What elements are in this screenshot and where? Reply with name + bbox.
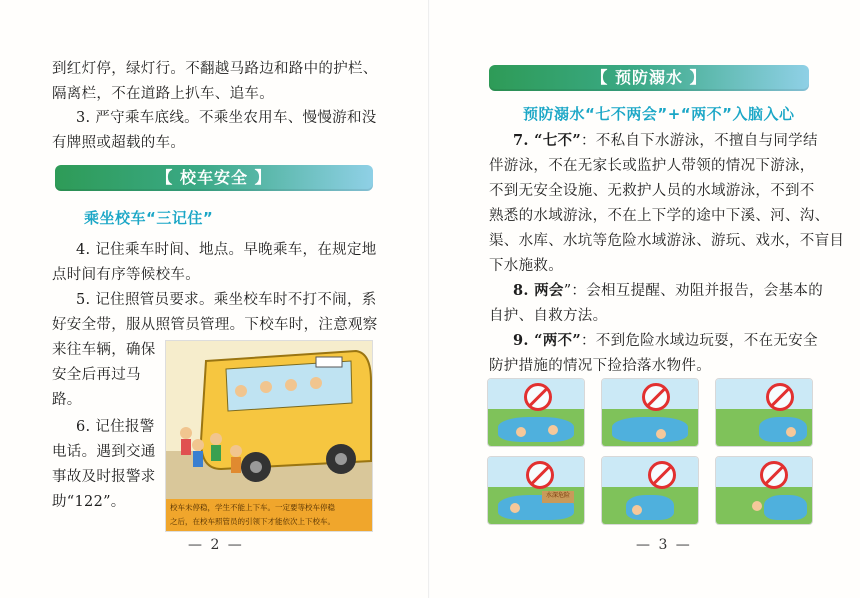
tile-no-retrieving-objects bbox=[715, 456, 813, 525]
tile-no-blind-rescue bbox=[487, 456, 585, 525]
child-icon bbox=[510, 503, 520, 513]
school-bus-icon bbox=[166, 341, 373, 501]
text-line: 防护措施的情况下捡拾落水物件。 bbox=[489, 358, 711, 374]
subhead-school-bus: 乘坐校车“三记住” bbox=[84, 209, 214, 227]
text-line: ”：会相互提醒、劝阻并报告，会基本的 bbox=[563, 283, 823, 299]
paragraph-rule-3 bbox=[52, 106, 377, 156]
text-line: 隔离栏，不在道路上扒车、追车。 bbox=[52, 86, 274, 102]
text-line: 自护、自救方法。 bbox=[489, 308, 608, 324]
prohibition-icon bbox=[760, 461, 788, 489]
prohibition-icon bbox=[526, 461, 554, 489]
prohibition-icon bbox=[642, 383, 670, 411]
child-icon bbox=[786, 427, 796, 437]
school-bus-illustration bbox=[165, 340, 373, 532]
text-line: 6. 记住报警 bbox=[76, 419, 155, 435]
text-line: 安全后再过马 bbox=[52, 367, 141, 383]
paragraph-rule-6 bbox=[52, 415, 156, 515]
text-line: 5. 记住照管员要求。乘坐校车时不打不闹，系 bbox=[76, 292, 377, 308]
text-line: 不到无安全设施、无救护人员的水域游泳，不到不 bbox=[489, 183, 815, 199]
text-line: 好安全带，服从照管员管理。下校车时，注意观察 bbox=[52, 317, 378, 333]
rule-7-label: 7. “七不” bbox=[513, 132, 581, 149]
text-line: 助“122”。 bbox=[52, 494, 126, 510]
text-line: 到红灯停，绿灯行。不翻越马路边和路中的护栏、 bbox=[52, 61, 378, 77]
text-line: 有牌照或超载的车。 bbox=[52, 135, 186, 151]
paragraph-rule-9 bbox=[489, 328, 818, 379]
text-line: 电话。遇到交通 bbox=[52, 444, 156, 460]
text-line: ：不到危险水域边玩耍，不在无安全 bbox=[580, 333, 818, 349]
prohibition-icon bbox=[648, 461, 676, 489]
text-line: 来往车辆，确保 bbox=[52, 342, 156, 358]
prohibition-icon bbox=[524, 383, 552, 411]
child-icon bbox=[752, 501, 762, 511]
text-line: 伴游泳，不在无家长或监护人带领的情况下游泳， bbox=[489, 158, 815, 174]
child-icon bbox=[516, 427, 526, 437]
text-line: 路。 bbox=[52, 392, 82, 408]
illustration-caption bbox=[166, 499, 372, 531]
rule-8-label: 8. 两会 bbox=[513, 282, 564, 299]
paragraph-traffic-rules bbox=[52, 57, 378, 107]
paragraph-rule-8 bbox=[489, 278, 823, 329]
page-number: — 2 — bbox=[188, 537, 244, 553]
paragraph-rule-4 bbox=[52, 238, 377, 288]
tile-no-playing-near-water bbox=[601, 456, 699, 525]
caption-line: 校车未停稳，学生不能上下车。一定要等校车停稳 bbox=[170, 503, 335, 512]
prohibition-icon bbox=[766, 383, 794, 411]
text-line: ：不私自下水游泳，不擅自与同学结 bbox=[580, 133, 818, 149]
section-banner-school-bus: 【 校车安全 】 bbox=[55, 165, 373, 191]
child-icon bbox=[656, 429, 666, 439]
text-line: 事故及时报警求 bbox=[52, 469, 156, 485]
rule-9-label: 9. “两不” bbox=[513, 332, 581, 349]
text-line: 渠、水库、水坑等危险水域游泳、游玩、戏水，不盲目 bbox=[489, 233, 845, 249]
caption-line: 之后，在校车照管员的引领下才能依次上下校车。 bbox=[170, 517, 335, 526]
text-line: 下水施救。 bbox=[489, 258, 563, 274]
warning-sign: 水深危险 bbox=[542, 491, 574, 503]
text-line: 点时间有序等候校车。 bbox=[52, 267, 200, 283]
tile-no-unsupervised-swimming bbox=[601, 378, 699, 447]
child-icon bbox=[632, 505, 642, 515]
text-line: 熟悉的水域游泳，不在上下学的途中下溪、河、沟、 bbox=[489, 208, 830, 224]
right-page bbox=[430, 0, 860, 598]
section-banner-drowning: 【 预防溺水 】 bbox=[489, 65, 809, 91]
paragraph-rule-7 bbox=[489, 128, 844, 279]
subhead-drowning: 预防溺水“七不两会”+“两不”入脑入心 bbox=[523, 105, 795, 123]
text-line: 3. 严守乘车底线。不乘坐农用车、慢慢游和没 bbox=[76, 110, 377, 126]
page-number: — 3 — bbox=[636, 537, 692, 553]
child-icon bbox=[548, 425, 558, 435]
text-line: 4. 记住乘车时间、地点。早晚乘车，在规定地 bbox=[76, 242, 377, 258]
tile-no-unsafe-waters bbox=[715, 378, 813, 447]
tile-no-swimming-alone bbox=[487, 378, 585, 447]
